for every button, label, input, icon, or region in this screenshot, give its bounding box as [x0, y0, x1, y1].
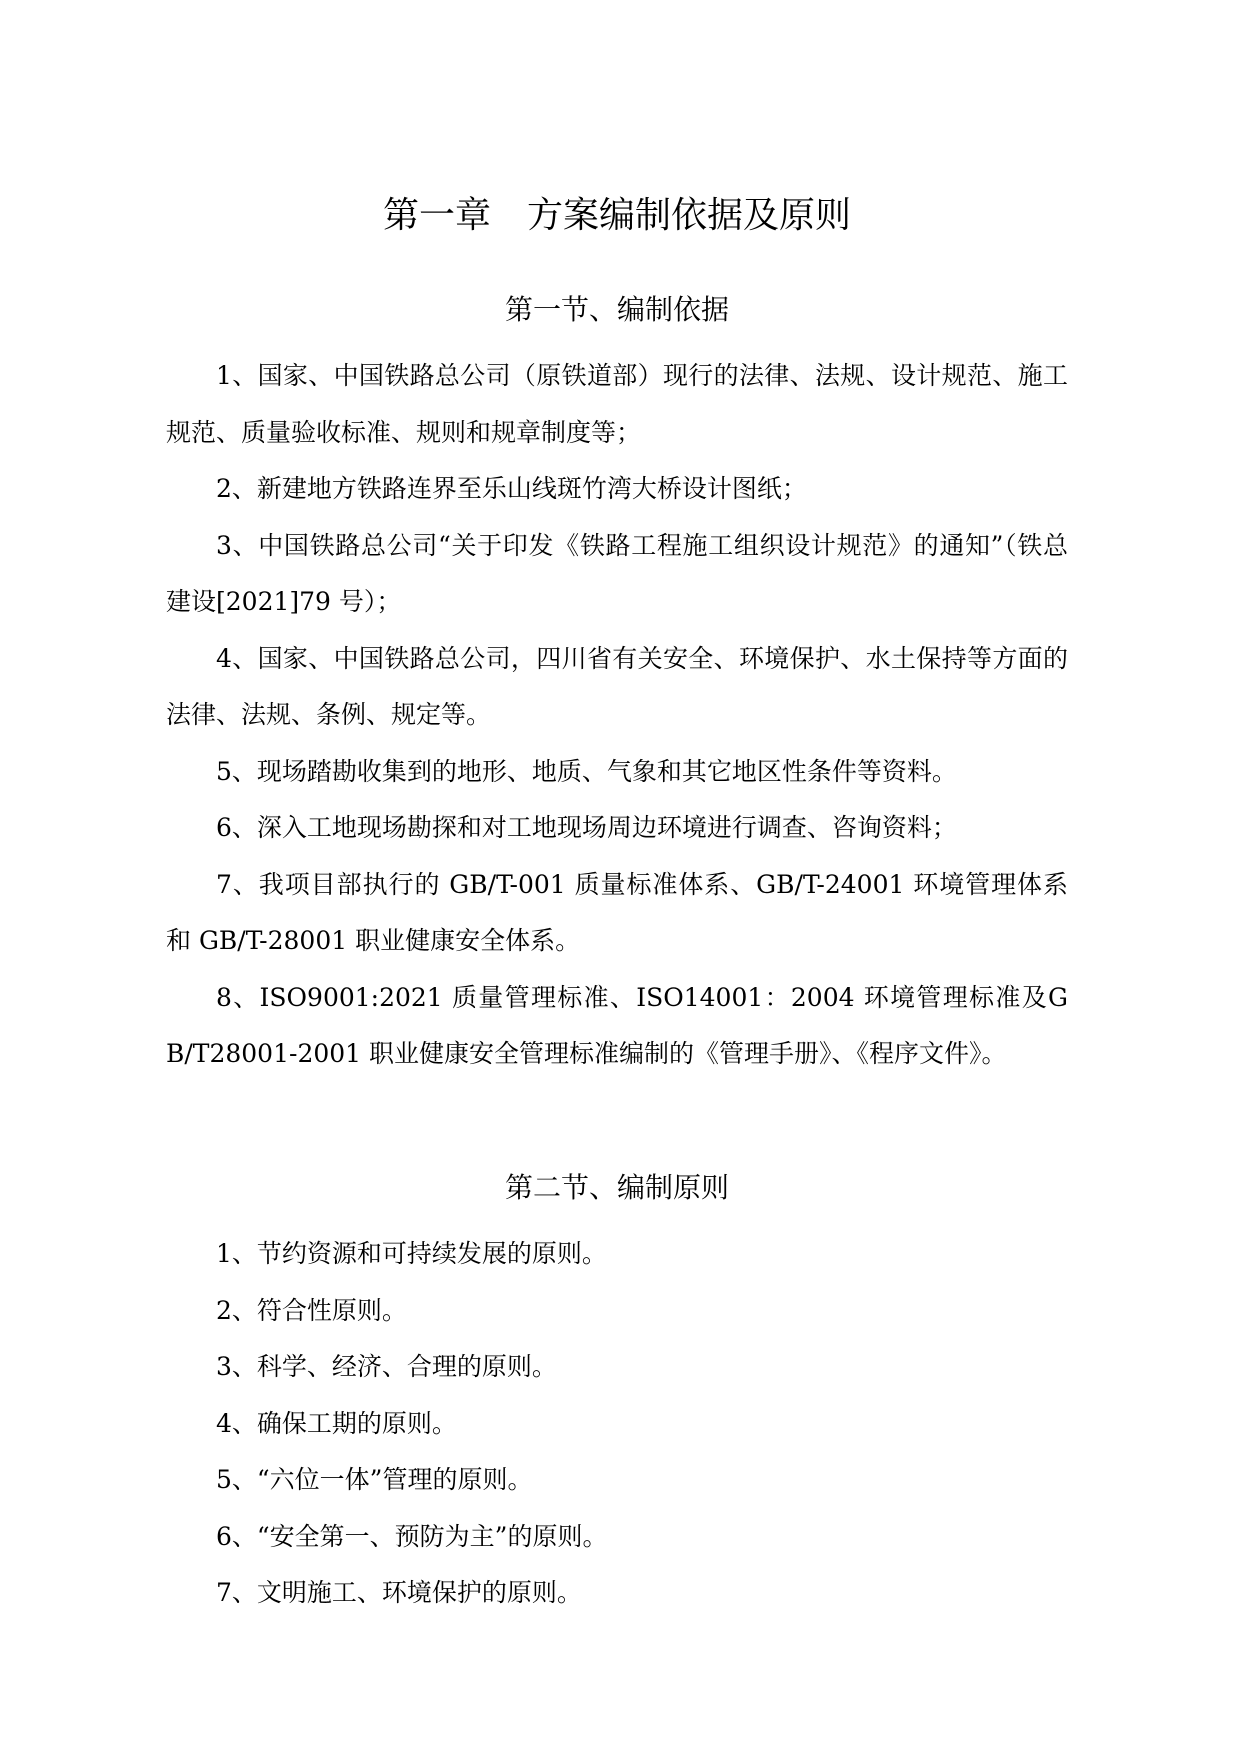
basis-item-1: 1、国家、中国铁路总公司（原铁道部）现行的法律、法规、设计规范、施工规范、质量验收标准、规则和规章制度等；	[166, 361, 1068, 447]
principle-item-6: 6、“安全第一、预防为主”的原则。	[216, 1521, 608, 1551]
principle-item-3: 3、科学、经济、合理的原则。	[216, 1352, 557, 1381]
basis-item-3: 3、中国铁路总公司“关于印发《铁路工程施工组织设计规范》的通知”（铁总建设[2021]79 号）；	[166, 530, 1068, 616]
chapter-title: 第一章 方案编制依据及原则	[382, 195, 851, 236]
principle-item-2: 2、符合性原则。	[216, 1295, 407, 1325]
basis-item-8: 8、ISO9001:2021 质量管理标准、ISO14001：2004 环境管理标准及GB/T28001-2001 职业健康安全管理标准编制的《管理手册》、《程序文件》。	[166, 982, 1068, 1068]
principle-item-4: 4、确保工期的原则。	[216, 1408, 457, 1438]
basis-list	[166, 348, 1068, 1083]
basis-item-5: 5、现场踏勘收集到的地形、地质、气象和其它地区性条件等资料。	[216, 756, 957, 786]
principle-item-7: 7、文明施工、环境保护的原则。	[216, 1578, 582, 1607]
basis-item-6: 6、深入工地现场勘探和对工地现场周边环境进行调查、咨询资料；	[216, 813, 957, 842]
principles-list	[166, 1226, 1068, 1622]
basis-item-7: 7、我项目部执行的 GB/T-001 质量标准体系、GB/T-24001 环境管理体系和 GB/T-28001 职业健康安全体系。	[166, 869, 1068, 955]
basis-item-4: 4、国家、中国铁路总公司，四川省有关安全、环境保护、水土保持等方面的法律、法规、条例、规定等。	[166, 643, 1068, 729]
principle-item-5: 5、“六位一体”管理的原则。	[216, 1465, 533, 1494]
section-heading-principles: 第二节、编制原则	[504, 1171, 729, 1204]
section-heading-basis: 第一节、编制依据	[504, 293, 729, 326]
principle-item-1: 1、节约资源和可持续发展的原则。	[216, 1239, 607, 1268]
basis-item-2: 2、新建地方铁路连界至乐山线斑竹湾大桥设计图纸；	[216, 474, 807, 503]
